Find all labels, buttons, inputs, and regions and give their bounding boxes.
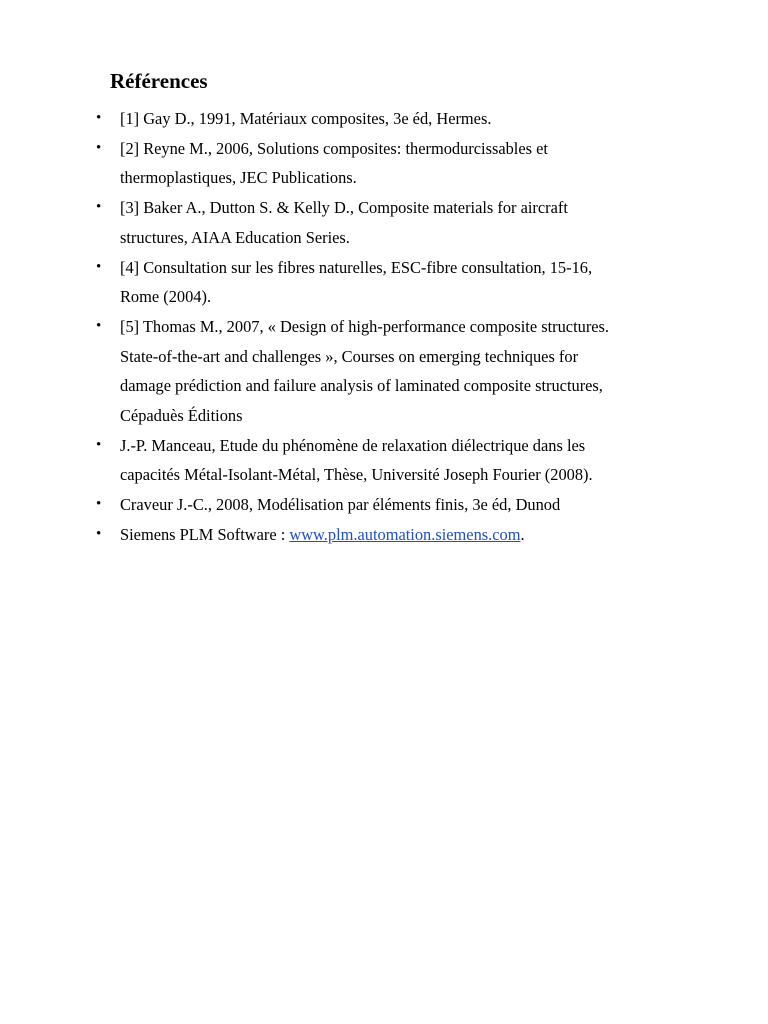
reference-item-8	[0, 520, 680, 550]
reference-text-line: Craveur J.-C., 2008, Modélisation par éléments finis, 3e éd, Dunod	[120, 495, 561, 515]
references-heading: Références	[110, 69, 208, 93]
reference-text-line: thermoplastiques, JEC Publications.	[120, 168, 357, 188]
reference-text-line: [2] Reyne M., 2006, Solutions composites: thermodurcissables et	[120, 138, 548, 158]
bullet-icon: •	[96, 258, 102, 275]
reference-text-line: damage prédiction and failure analysis of laminated composite structures,	[120, 376, 603, 396]
reference-item-1	[0, 104, 680, 134]
reference-text-line: [1] Gay D., 1991, Matériaux composites, 3e éd, Hermes.	[120, 109, 492, 128]
reference-item-5	[0, 312, 680, 431]
reference-text-line: [4] Consultation sur les fibres naturelles, ESC-fibre consultation, 15-16,	[120, 257, 593, 277]
reference-text-line: structures, AIAA Education Series.	[120, 227, 350, 247]
bullet-icon: •	[96, 110, 102, 126]
bullet-icon: •	[96, 199, 102, 216]
reference-item-2	[0, 134, 680, 193]
siemens-website-link[interactable]: www.plm.automation.siemens.com	[289, 524, 521, 544]
reference-text-line: State-of-the-art and challenges », Courses on emerging techniques for	[120, 346, 579, 366]
siemens-reference-prefix: Siemens PLM Software :	[120, 524, 290, 544]
siemens-reference-suffix: .	[520, 524, 525, 544]
bullet-icon: •	[96, 317, 102, 334]
reference-item-3	[0, 193, 680, 252]
reference-text-line: Cépaduès Éditions	[120, 406, 243, 426]
reference-text-line: capacités Métal-Isolant-Métal, Thèse, Université Joseph Fourier (2008).	[120, 465, 593, 485]
reference-text-line	[120, 520, 680, 550]
reference-text-line: J.-P. Manceau, Etude du phénomène de relaxation diélectrique dans les	[120, 435, 586, 455]
bullet-icon: •	[96, 525, 102, 542]
reference-item-6	[0, 431, 680, 490]
reference-text-line: Rome (2004).	[120, 287, 212, 307]
reference-text-line: [5] Thomas M., 2007, « Design of high-performance composite structures.	[120, 316, 610, 336]
bullet-icon: •	[96, 496, 102, 513]
reference-item-4	[0, 253, 680, 312]
reference-list	[0, 104, 768, 550]
bullet-icon: •	[96, 436, 102, 453]
reference-text-line: [3] Baker A., Dutton S. & Kelly D., Composite materials for aircraft	[120, 198, 568, 218]
bullet-icon: •	[96, 139, 102, 156]
reference-item-7	[0, 490, 680, 520]
